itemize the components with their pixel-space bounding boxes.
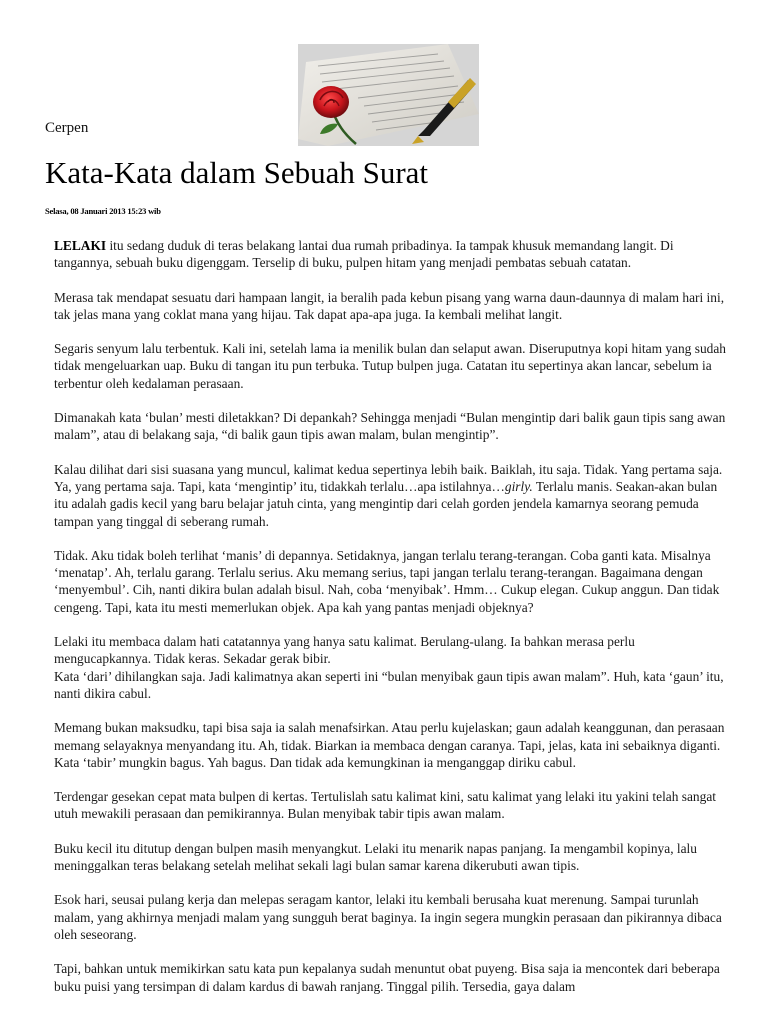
paragraph-text: itu sedang duduk di teras belakang lantai dua rumah pribadinya. Ia tampak khusuk memandang langit. Di tangannya, sebuah buku digenggam. Terselip di buku, pulpen hitam yang menjadi pembatas sebuah catatan. bbox=[54, 238, 674, 271]
paragraph: Segaris senyum lalu terbentuk. Kali ini, setelah lama ia menilik bulan dan selaput awan. Diseruputnya kopi hitam yang sudah tidak mengeluarkan uap. Buku di tangan itu pun terbuka. Tutup bulpen juga. Catatan itu sepertinya akan lancar, sebelum ia terbentur oleh kedalaman perasaan. bbox=[54, 341, 726, 391]
article-title: Kata-Kata dalam Sebuah Surat bbox=[45, 155, 429, 190]
paragraph: Terdengar gesekan cepat mata bulpen di kertas. Tertulislah satu kalimat kini, satu kalimat yang lelaki itu yakini telah sangat utuh mewakili perasaan dan pemikirannya. Bulan menyibak tabir tipis awan malam. bbox=[54, 789, 716, 822]
paragraph-text: Kalau dilihat dari sisi suasana yang muncul, kalimat kedua sepertinya lebih baik. Baiklah, itu saja. Tidak. Yang pertama saja. Ya, yang pertama saja. Tapi, kata ‘mengintip’ itu, tidakkah terlalu…apa istilahnya… bbox=[54, 461, 723, 494]
paragraph: Merasa tak mendapat sesuatu dari hampaan langit, ia beralih pada kebun pisang yang warna daun-daunnya di malam hari ini, tak jelas mana yang coklat mana yang hijau. Tak dapat apa-apa juga. Ia kembali melihat langit. bbox=[54, 289, 725, 322]
paragraph: Lelaki itu membaca dalam hati catatannya yang hanya satu kalimat. Berulang-ulang. Ia bahkan merasa perlu mengucapkannya. Tidak keras. Sekadar gerak bibir. bbox=[54, 634, 635, 667]
article-body bbox=[54, 237, 734, 1012]
paragraph: Dimanakah kata ‘bulan’ mesti diletakkan? Di depankah? Sehingga menjadi “Bulan mengintip dari balik gaun tipis sang awan malam”, atau di belakang saja, “di balik gaun tipis awan malam, bulan mengintip”. bbox=[54, 410, 726, 443]
emphasis-text: girly. bbox=[504, 478, 533, 494]
paragraph bbox=[54, 237, 734, 272]
paragraph bbox=[54, 461, 734, 530]
section-label: Cerpen bbox=[45, 120, 89, 136]
paragraph: Tidak. Aku tidak boleh terlihat ‘manis’ di depannya. Setidaknya, jangan terlalu terang-terangan. Coba ganti kata. Misalnya ‘menatap’. Ah, terlalu garang. Terlalu serius. Aku memang serius, tapi jangan terlalu terang-terangan. Bagaimana dengan ‘menyembul’. Cih, nanti dikira bulan adalah bisul. Nah, coba ‘menyibak’. Hmm… Cukup elegan. Cukup anggun. Dan tidak cengeng. Tapi, kata itu mesti memerlukan objek. Apa kah yang pantas menjadi objeknya? bbox=[54, 547, 720, 615]
hero-image bbox=[298, 44, 479, 146]
paragraph: Buku kecil itu ditutup dengan bulpen masih menyangkut. Lelaki itu menarik napas panjang. Ia mengambil kopinya, lalu meninggalkan teras belakang setelah melihat sekali lagi bulan samar karena dikerubuti awan tipis. bbox=[54, 840, 697, 874]
paragraph: Tapi, bahkan untuk memikirkan satu kata pun kepalanya sudah menuntut obat puyeng. Bisa saja ia mencontek dari beberapa buku puisi yang tersimpan di dalam kardus di bawah ranjang. Tinggal pilih. Tersedia, gaya dalam bbox=[54, 961, 720, 994]
rose-icon bbox=[313, 86, 349, 118]
paragraph: Memang bukan maksudku, tapi bisa saja ia salah menafsirkan. Atau perlu kujelaskan; gaun adalah keanggunan, dan perasaan memang selayaknya menyandang itu. Ah, tidak. Biarkan ia membaca dengan caranya. Tapi, jelas, kata ini sebaiknya diganti. Kata ‘tabir’ mungkin bagus. Yah bagus. Dan tidak ada kemungkinan ia menganggap diriku cabul. bbox=[54, 720, 725, 770]
publish-date: Selasa, 08 Januari 2013 15:23 wib bbox=[45, 206, 161, 216]
paragraph: Esok hari, seusai pulang kerja dan melepas seragam kantor, lelaki itu kembali berusaha kuat merenung. Sampai turunlah malam, yang akhirnya menjadi malam yang sungguh berat baginya. Ia ingin segera mungkin perasaan dan pikirannya dibaca oleh seseorang. bbox=[54, 892, 722, 942]
paragraph-text: Terlalu manis. Seakan-akan bulan itu adalah gadis kecil yang baru belajar jatuh cinta, yang mengintip dari celah gorden jendela kamarnya seorang pemuda tampan yang tinggal di seberang rumah. bbox=[54, 478, 718, 529]
lead-word: LELAKI bbox=[54, 238, 107, 253]
paragraph: Kata ‘dari’ dihilangkan saja. Jadi kalimatnya akan seperti ini “bulan menyibak gaun tipis awan malam”. Huh, kata ‘gaun’ itu, nanti dikira cabul. bbox=[54, 668, 724, 701]
